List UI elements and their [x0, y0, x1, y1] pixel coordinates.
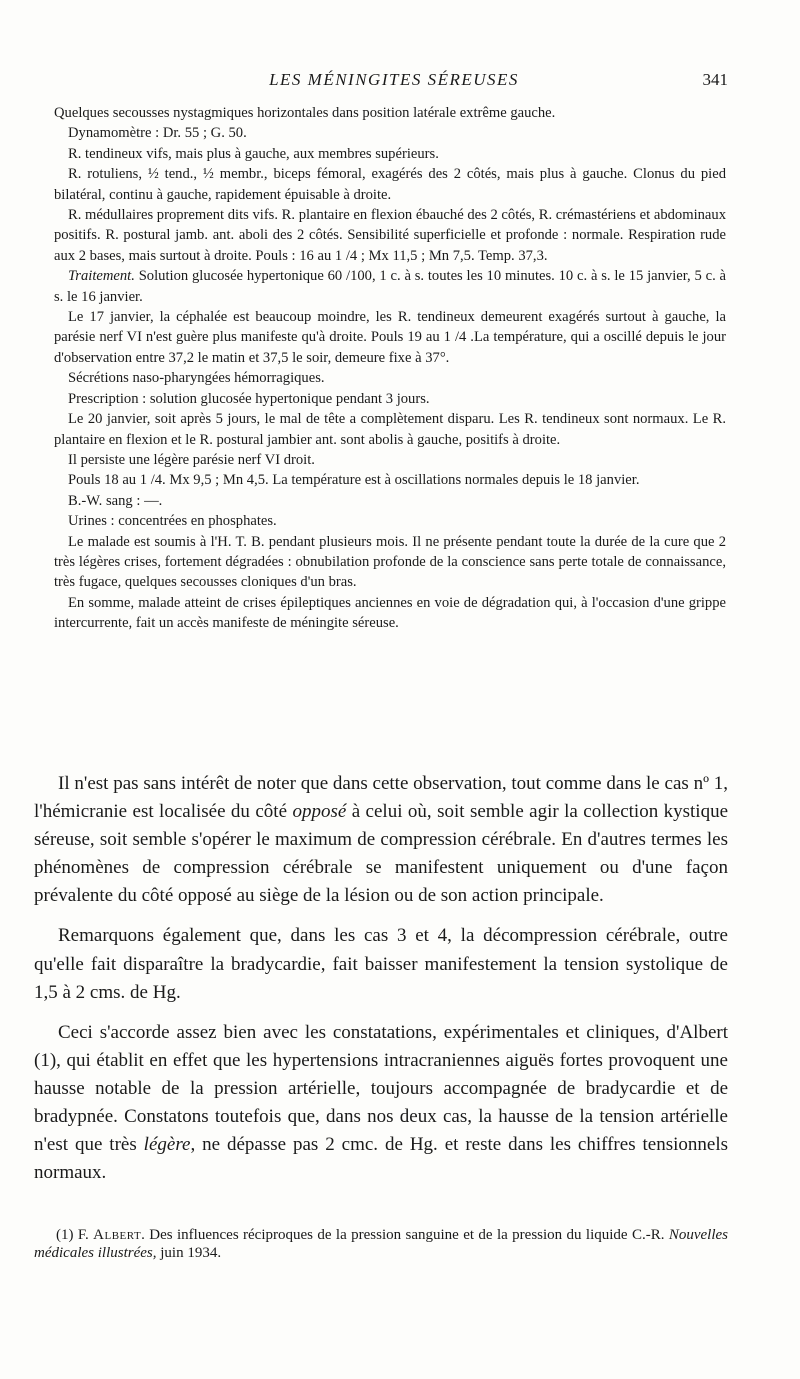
emphasis-légère: légère — [143, 1134, 191, 1156]
discussion-text — [34, 770, 728, 1187]
observation-paragraph: Le malade est soumis à l'H. T. B. pendant plusieurs mois. Il ne présente pendant toute la durée de la cure que 2 très légères crises, fortement dégradées : obnubilation profonde de la conscience sans perte totale de connaissance, très fugace, quelques secousses cloniques d'un bras. — [54, 533, 726, 591]
traitement-paragraph — [54, 266, 726, 307]
case-observation-notes — [54, 103, 726, 634]
observation-paragraph: Sécrétions naso-pharyngées hémorragiques. — [68, 370, 325, 387]
observation-paragraph: R. médullaires proprement dits vifs. R. plantaire en flexion ébauché des 2 côtés, R. crémastériens et abdominaux positifs. R. postural jamb. ant. aboli des 2 côtés. Sensibilité superficielle et profonde : normale. Respiration rude aux 2 bases, mais surtout à droite. Pouls : 16 au 1 /4 ; Mx 11,5 ; Mn 7,5. Temp. 37,3. — [54, 207, 726, 264]
observation-paragraph: B.-W. sang : —. — [68, 492, 163, 509]
discussion-paragraph: Remarquons également que, dans les cas 3 et 4, la décompression cérébrale, outre qu'elle fait disparaître la bradycardie, fait baisser manifestement la tension systolique de 1,5 à 2 cms. de Hg. — [34, 925, 728, 1003]
observation-paragraph: Pouls 18 au 1 /4. Mx 9,5 ; Mn 4,5. La température est à oscillations normales depuis le 18 janvier. — [68, 472, 640, 489]
observation-paragraph: Le 20 janvier, soit après 5 jours, le mal de tête a complètement disparu. Les R. tendineux sont normaux. Le R. plantaire en flexion et le R. postural jambier ant. sont abolis à gauche, positifs à droite. — [54, 411, 726, 448]
footnote-text-part: juin 1934. — [156, 1245, 222, 1261]
emphasis-opposé: opposé — [292, 801, 347, 823]
observation-paragraph: R. tendineux vifs, mais plus à gauche, aux membres supérieurs. — [68, 145, 439, 162]
traitement-label: Traitement. — [68, 268, 135, 285]
observation-paragraph: Dynamomètre : Dr. 55 ; G. 50. — [68, 125, 247, 142]
observation-paragraph: Le 17 janvier, la céphalée est beaucoup moindre, les R. tendineux demeurent exagérés surtout à gauche, la parésie nerf VI n'est guère plus manifeste qu'à droite. Pouls 19 au 1 /4 .La température, qui a oscillé depuis le jour d'observation entre 37,2 le matin et 37,5 le soir, demeure fixe à 37°. — [54, 309, 726, 366]
observation-paragraph: Il persiste une légère parésie nerf VI droit. — [68, 451, 315, 468]
observation-paragraph: En somme, malade atteint de crises épileptiques anciennes en voie de dégradation qui, à l'occasion d'une grippe intercurrente, fait un accès manifeste de méningite séreuse. — [54, 594, 726, 632]
footnote-text-part: . Des influences réciproques de la pression sanguine et de la pression du liquide C.-R. — [141, 1227, 669, 1243]
discussion-text-part: , ne dépasse pas 2 cmc. de Hg. et reste dans les chiffres tensionnels normaux. — [34, 1134, 729, 1184]
page-number: 341 — [702, 70, 728, 89]
observation-paragraph: Quelques secousses nystagmiques horizontales dans position latérale extrême gauche. — [54, 105, 556, 121]
running-head — [60, 70, 728, 96]
footnote-text — [34, 1226, 728, 1262]
discussion-paragraph — [34, 1019, 728, 1188]
observation-paragraph: Prescription : solution glucosée hypertonique pendant 3 jours. — [68, 390, 430, 407]
observation-paragraph: Urines : concentrées en phosphates. — [68, 513, 277, 530]
footnote-marker: (1) F. — [56, 1227, 94, 1243]
discussion-paragraph — [34, 770, 728, 910]
observation-paragraph: R. rotuliens, ½ tend., ½ membr., biceps fémoral, exagérés des 2 côtés, mais plus à gauche. Clonus du pied bilatéral, continu à gauche, rapidement épuisable à droite. — [54, 166, 726, 203]
footnote-journal: Nouvelles médicales illustrées, — [34, 1227, 729, 1261]
discussion-text-part: à celui où, soit semble agir la collection kystique séreuse, soit semble s'opérer le maximum de compression cérébrale. En d'autres termes les phénomènes de compression cérébrale se manifestent uniquement ou d'une façon prévalente du côté opposé au siège de la lésion ou de son action principale. — [34, 801, 728, 907]
running-title: LES MÉNINGITES SÉREUSES — [269, 70, 519, 89]
footnote — [34, 1226, 728, 1262]
discussion-text-part: Ceci s'accorde assez bien avec les constatations, expérimentales et cliniques, d'Albert (1), qui établit en effet que les hypertensions intracraniennes aiguës fortes provoquent une hausse notable de la pression artérielle, toujours accompagnée de bradycardie et de bradypnée. Constatons toutefois que, dans nos deux cas, la hausse de la tension artérielle n'est que très — [34, 1021, 728, 1156]
discussion-text-part: Il n'est pas sans intérêt de noter que dans cette observation, tout comme dans le cas nº 1, l'hémicranie est localisée du côté — [34, 773, 728, 823]
footnote-author: Albert — [93, 1227, 142, 1243]
traitement-text: Solution glucosée hypertonique 60 /100, 1 c. à s. toutes les 10 minutes. 10 c. à s. le 15 janvier, 5 c. à s. le 16 janvier. — [54, 268, 726, 305]
